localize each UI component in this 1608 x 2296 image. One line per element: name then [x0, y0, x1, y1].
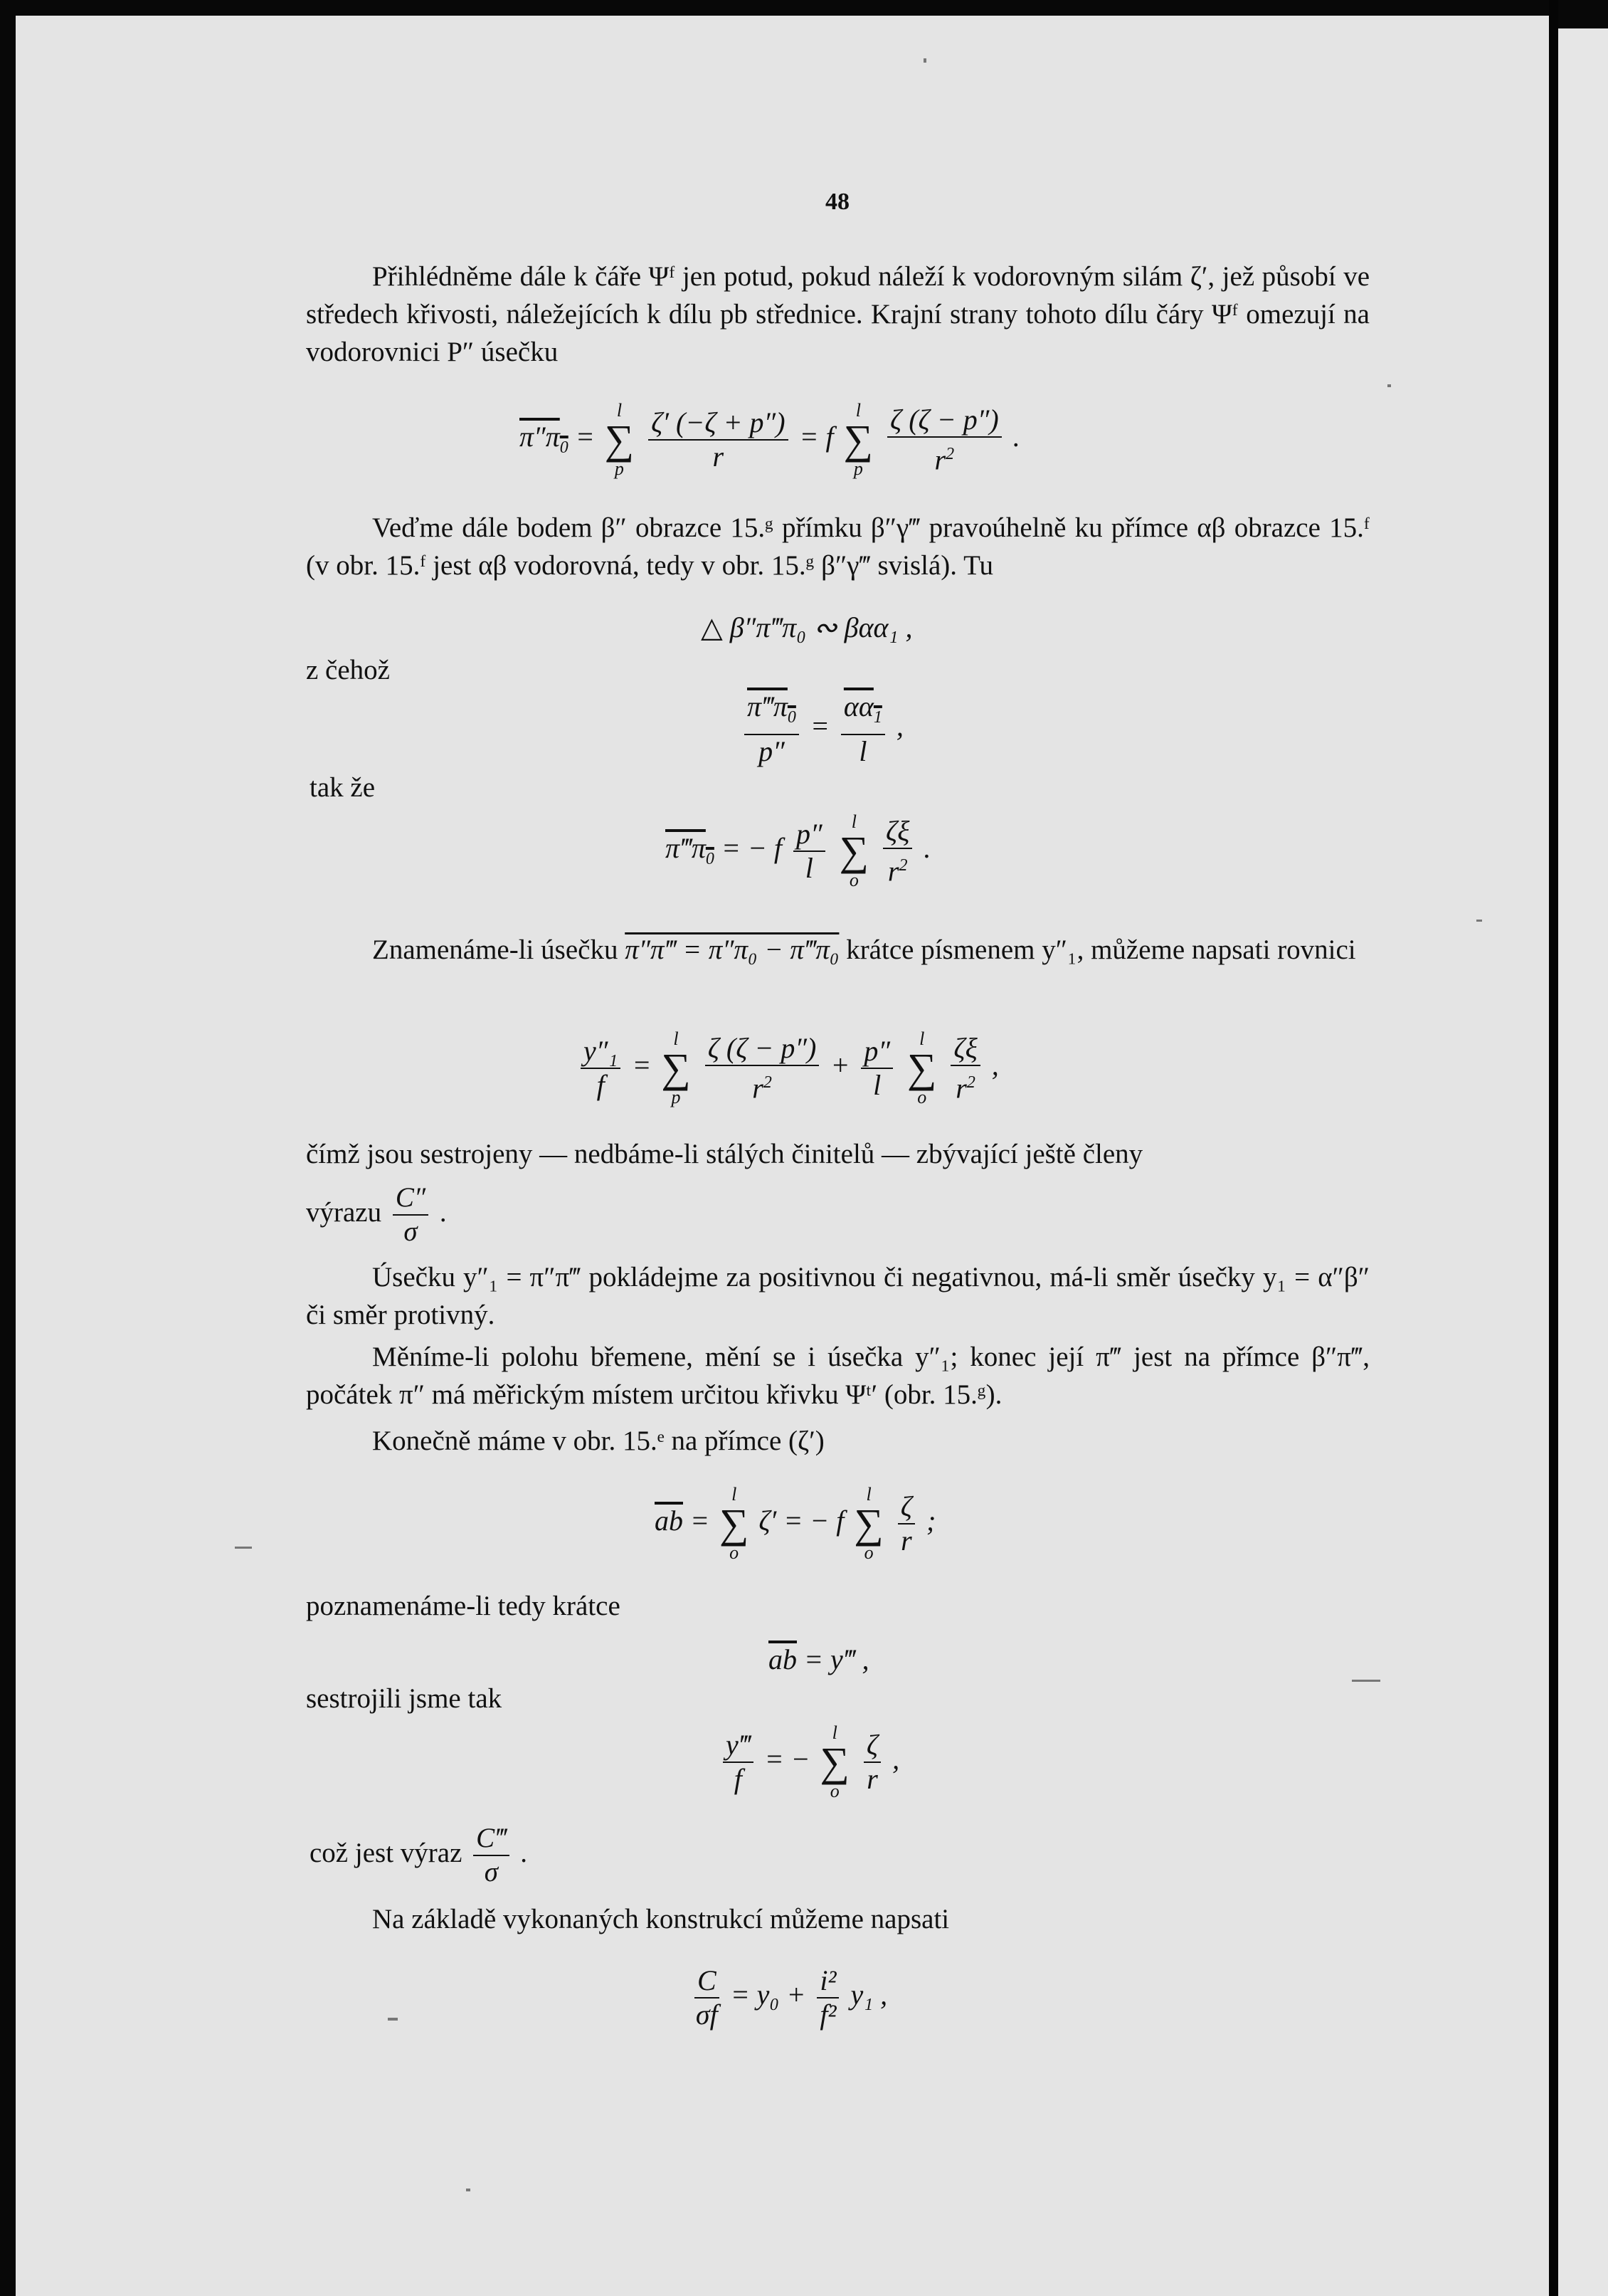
paragraph-intro: Přihlédněme dále k čáře Ψᶠ jen potud, pokud náleží k vodorovným silám ζ′, jež působí ve středech křivosti, náležejících k dílu pb střednice. Krajní strany tohoto dílu čáry Ψᶠ omezují na vodorovnici P″ úsečku: [306, 261, 1370, 367]
eq8-sum: l ∑ o: [820, 1722, 850, 1801]
equation-4: [665, 811, 931, 891]
eq6-equals: =: [690, 1505, 709, 1537]
eq5-lhs-fraction: $\frac{\text{y″₁}}{f}$: [581, 1035, 620, 1102]
equation-5: [576, 1028, 999, 1108]
p4-vyrazu-line: [306, 1181, 447, 1248]
eq9-lhs-fraction: $\frac{C}{\sigma f}$: [695, 1964, 718, 2031]
adjacent-page-edge: [1558, 28, 1608, 2296]
p3-text-b: krátce písmenem y″₁, můžeme napsati rovnici: [846, 934, 1356, 965]
label-sestrojili: sestrojili jsme tak: [306, 1683, 502, 1714]
p3-equation: π″π‴ = π″π₀ − π‴π₀: [625, 934, 840, 965]
p8-text: což jest výraz: [310, 1837, 462, 1868]
equation-9: [690, 1964, 887, 2031]
eq4-sum: l ∑ o: [839, 811, 869, 890]
eq3-equals: =: [810, 710, 830, 742]
eq7-rhs: = y‴ ,: [804, 1643, 869, 1675]
p4-vyrazu: výrazu: [306, 1196, 382, 1228]
paragraph-basis: Na základě vykonaných konstrukcí můžeme napsati: [372, 1904, 950, 1934]
eq5-end: ,: [991, 1049, 999, 1082]
paragraph-finally: Konečně máme v obr. 15.ᵉ na přímce (ζ′): [372, 1426, 825, 1456]
eq6-end: ;: [926, 1505, 936, 1537]
equation-7: [768, 1641, 869, 1679]
eq5-sum-1: l ∑ p: [661, 1028, 691, 1107]
paragraph-constructed: čímž jsou sestrojeny — nedbáme-li stálých činitelů — zbývající ještě členy: [306, 1139, 1143, 1169]
eq1-equals: =: [575, 421, 595, 453]
paragraph-naming: [306, 931, 1370, 969]
label-poznamename: poznamenáme-li tedy krátce: [306, 1591, 620, 1621]
eq4-mid: = − f: [721, 832, 782, 865]
eq3-end: ,: [896, 710, 904, 742]
eq4-lhs: $\pi‴\pi_0$: [665, 832, 714, 869]
eq1-sum-2: l ∑ p: [843, 400, 873, 479]
eq8-fraction: $\frac{\zeta}{r}$: [864, 1729, 881, 1796]
eq8-mid: = −: [764, 1743, 810, 1776]
equation-1: [519, 400, 1020, 480]
p8-end: .: [520, 1837, 528, 1868]
eq9-end: y₁ ,: [850, 1979, 888, 2011]
eq3-fraction-right: $\frac{\alpha\alpha_1}{l}$: [841, 690, 885, 768]
paragraph-load: Měníme-li polohu břemene, mění se i úsečka y″₁; konec její π‴ jest na přímce β″π‴, počátek π″ má měřickým místem určitou křivku Ψᵗ′ (obr. 15.ᵍ).: [306, 1342, 1370, 1410]
eq1-fraction-2: $\frac{\zeta (\zeta - p'')}{r^2}$: [887, 404, 1002, 476]
eq1-mid: = f: [799, 421, 834, 453]
eq6-fraction: $\frac{\zeta}{r}$: [898, 1490, 915, 1557]
eq9-mid: = y₀ +: [730, 1979, 806, 2011]
p3-text-a: Znamenáme-li úsečku: [372, 934, 618, 965]
scan-speck: [924, 58, 926, 63]
eq6-mid-1: ζ′: [758, 1505, 777, 1537]
p4-fraction: $\frac{C''}{\sigma}$: [393, 1181, 428, 1248]
eq5-sum-2: l ∑ o: [907, 1028, 937, 1107]
scan-speck: [1352, 1680, 1380, 1682]
eq1-lhs: $\pi''\pi_0$: [519, 421, 568, 458]
label-tak-ze: tak že: [310, 772, 376, 803]
scan-speck: [1476, 920, 1482, 922]
scan-speck: [466, 2189, 470, 2191]
page-number: 48: [825, 189, 850, 215]
eq3-fraction-left: $\frac{\pi‴\pi_0}{p''}$: [744, 690, 799, 768]
equation-2: △ β″π‴π₀ ∾ βαα₁ ,: [701, 611, 913, 643]
eq5-fraction-2: $\frac{p''}{l}$: [861, 1035, 893, 1102]
eq7-lhs: $\overline{ab}$: [768, 1643, 797, 1675]
eq1-sum: l ∑ p: [604, 400, 635, 479]
eq6-lhs: $\overline{ab}$: [655, 1505, 683, 1537]
eq1-end: .: [1012, 421, 1020, 453]
paragraph-construction: Veďme dále bodem β″ obrazce 15.ᵍ přímku β″γ‴ pravoúhelně ku přímce αβ obrazce 15.ᶠ (v obr. 15.ᶠ jest αβ vodorovná, tedy v obr. 15.ᵍ β″γ‴ svislá). Tu: [306, 512, 1370, 581]
scan-speck: [235, 1547, 252, 1549]
book-gutter: [1549, 0, 1558, 2296]
eq6-mid-2: = − f: [783, 1505, 845, 1537]
eq4-fraction-2: $\frac{\zeta\xi}{r^2}$: [883, 815, 912, 888]
eq5-equals: =: [632, 1049, 652, 1082]
equation-8: [719, 1722, 899, 1802]
paragraph-sign: Úsečku y″₁ = π″π‴ pokládejme za positivnou či negativnou, má-li směr úsečky y₁ = α″β″ či směr protivný.: [306, 1262, 1370, 1330]
equation-3: [740, 690, 904, 768]
eq5-fraction-3: $\frac{\zeta\xi}{r^2}$: [951, 1032, 980, 1105]
label-z-cehoz: z čehož: [306, 655, 390, 685]
p8-line: [310, 1822, 527, 1889]
p8-fraction: $\frac{C‴}{\sigma}$: [473, 1822, 509, 1889]
scan-speck: [1387, 384, 1391, 387]
eq5-fraction-1: $\frac{\zeta (\zeta - p'')}{r^2}$: [705, 1032, 820, 1105]
eq6-sum-2: l ∑ o: [854, 1484, 884, 1563]
p4-end: .: [439, 1196, 447, 1228]
eq8-lhs-fraction: $\frac{y‴}{f}$: [723, 1729, 753, 1796]
eq4-fraction-1: $\frac{p''}{l}$: [793, 818, 825, 885]
eq8-end: ,: [892, 1743, 900, 1776]
eq5-plus: +: [830, 1049, 850, 1082]
scan-speck: [388, 2018, 398, 2021]
eq6-sum-1: l ∑ o: [719, 1484, 749, 1563]
eq9-fraction: $\frac{\text{i²}}{\text{f²}}$: [817, 1964, 839, 2031]
eq1-fraction-1: $\frac{\zeta' (-\zeta + p'')}{r}$: [648, 406, 788, 473]
eq4-end: .: [924, 832, 931, 865]
equation-6: [655, 1484, 936, 1564]
